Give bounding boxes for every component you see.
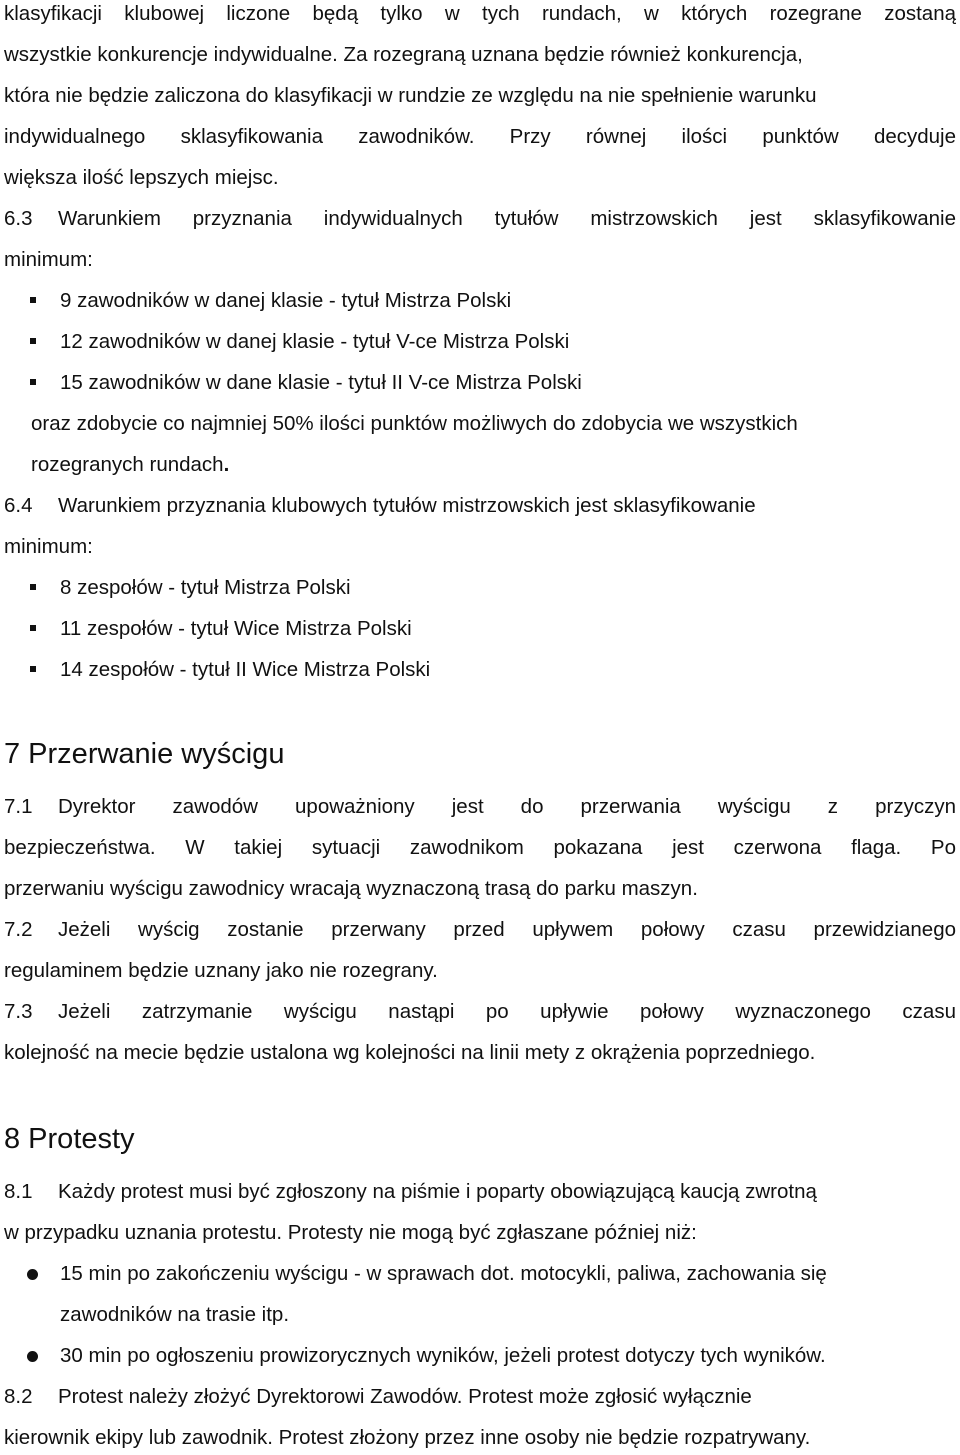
section-text: Jeżeli wyścig zostanie przerwany przed upływem połowy czasu przewidzianego: [58, 918, 956, 941]
tail-text: rozegranych rundach: [31, 453, 224, 476]
section-text: Protest należy złożyć Dyrektorowi Zawodów. Protest może zgłosić wyłącznie: [58, 1385, 752, 1408]
section-number: 7.1: [4, 795, 33, 818]
round-bullet-icon: [27, 1269, 38, 1280]
list-item: 15 zawodników w dane klasie - tytuł II V-ce Mistrza Polski: [60, 371, 582, 394]
section-text: Dyrektor zawodów upoważniony jest do przerwania wyścigu z przyczyn: [58, 795, 956, 818]
list-item: 11 zespołów - tytuł Wice Mistrza Polski: [60, 617, 412, 640]
section-8-1-line-1: [4, 1180, 956, 1204]
section-text: Warunkiem przyznania indywidualnych tytułów mistrzowskich jest sklasyfikowanie: [58, 207, 956, 230]
list-item-continuation: zawodników na trasie itp.: [60, 1303, 290, 1326]
section-6-3-tail-2: [31, 453, 960, 477]
section-text: Warunkiem przyznania klubowych tytułów mistrzowskich jest sklasyfikowanie: [58, 494, 756, 517]
section-number: 7.3: [4, 1000, 33, 1023]
section-number: 6.4: [4, 494, 33, 517]
section-6-3-tail-1: oraz zdobycie co najmniej 50% ilości punktów możliwych do zdobycia we wszystkich: [31, 412, 798, 435]
section-8-heading: 8 Protesty: [4, 1123, 135, 1155]
list-item: 15 min po zakończeniu wyścigu - w sprawach dot. motocykli, paliwa, zachowania się: [60, 1262, 827, 1285]
section-number: 8.1: [4, 1180, 33, 1203]
section-number: 8.2: [4, 1385, 33, 1408]
list-item: 9 zawodników w danej klasie - tytuł Mistrza Polski: [60, 289, 512, 312]
square-bullet-icon: [30, 338, 36, 344]
square-bullet-icon: [30, 625, 36, 631]
section-8-2-line-2: kierownik ekipy lub zawodnik. Protest złożony przez inne osoby nie będzie rozpatrywany.: [4, 1426, 811, 1449]
intro-line-4: indywidualnego sklasyfikowania zawodników. Przy równej ilości punktów decyduje: [4, 125, 956, 148]
section-7-1-line-2: bezpieczeństwa. W takiej sytuacji zawodnikom pokazana jest czerwona flaga. Po: [4, 836, 956, 859]
intro-line-1: klasyfikacji klubowej liczone będą tylko w tych rundach, w których rozegrane zostaną: [4, 2, 956, 25]
section-7-3-line-2: kolejność na mecie będzie ustalona wg kolejności na linii mety z okrążenia poprzedniego.: [4, 1041, 816, 1064]
square-bullet-icon: [30, 584, 36, 590]
square-bullet-icon: [30, 666, 36, 672]
section-7-1-line-3: przerwaniu wyścigu zawodnicy wracają wyznaczoną trasą do parku maszyn.: [4, 877, 698, 900]
section-6-4-line-1: [4, 494, 956, 518]
section-6-3-line-2: minimum:: [4, 248, 93, 271]
square-bullet-icon: [30, 379, 36, 385]
section-7-heading: 7 Przerwanie wyścigu: [4, 738, 285, 770]
section-8-1-line-2: w przypadku uznania protestu. Protesty nie mogą być zgłaszane później niż:: [4, 1221, 697, 1244]
section-text: Jeżeli zatrzymanie wyścigu nastąpi po upływie połowy wyznaczonego czasu: [58, 1000, 956, 1023]
section-number: 7.2: [4, 918, 33, 941]
section-7-3-line-1: [4, 1000, 956, 1024]
section-8-2-line-1: [4, 1385, 956, 1409]
section-7-2-line-2: regulaminem będzie uznany jako nie rozegrany.: [4, 959, 438, 982]
section-text: Każdy protest musi być zgłoszony na piśmie i poparty obowiązującą kaucją zwrotną: [58, 1180, 817, 1203]
tail-period: .: [223, 453, 230, 476]
list-item: 14 zespołów - tytuł II Wice Mistrza Polski: [60, 658, 431, 681]
square-bullet-icon: [30, 297, 36, 303]
section-6-4-line-2: minimum:: [4, 535, 93, 558]
round-bullet-icon: [27, 1351, 38, 1362]
section-number: 6.3: [4, 207, 33, 230]
section-7-1-line-1: [4, 795, 956, 819]
intro-line-3: która nie będzie zaliczona do klasyfikacji w rundzie ze względu na nie spełnienie warunku: [4, 84, 817, 107]
intro-line-2: wszystkie konkurencje indywidualne. Za rozegraną uznana będzie również konkurencja,: [4, 43, 803, 66]
list-item: 30 min po ogłoszeniu prowizorycznych wyników, jeżeli protest dotyczy tych wyników.: [60, 1344, 826, 1367]
list-item: 8 zespołów - tytuł Mistrza Polski: [60, 576, 351, 599]
section-7-2-line-1: [4, 918, 956, 942]
section-6-3-line-1: [4, 207, 956, 231]
intro-line-5: większa ilość lepszych miejsc.: [4, 166, 279, 189]
list-item: 12 zawodników w danej klasie - tytuł V-ce Mistrza Polski: [60, 330, 570, 353]
